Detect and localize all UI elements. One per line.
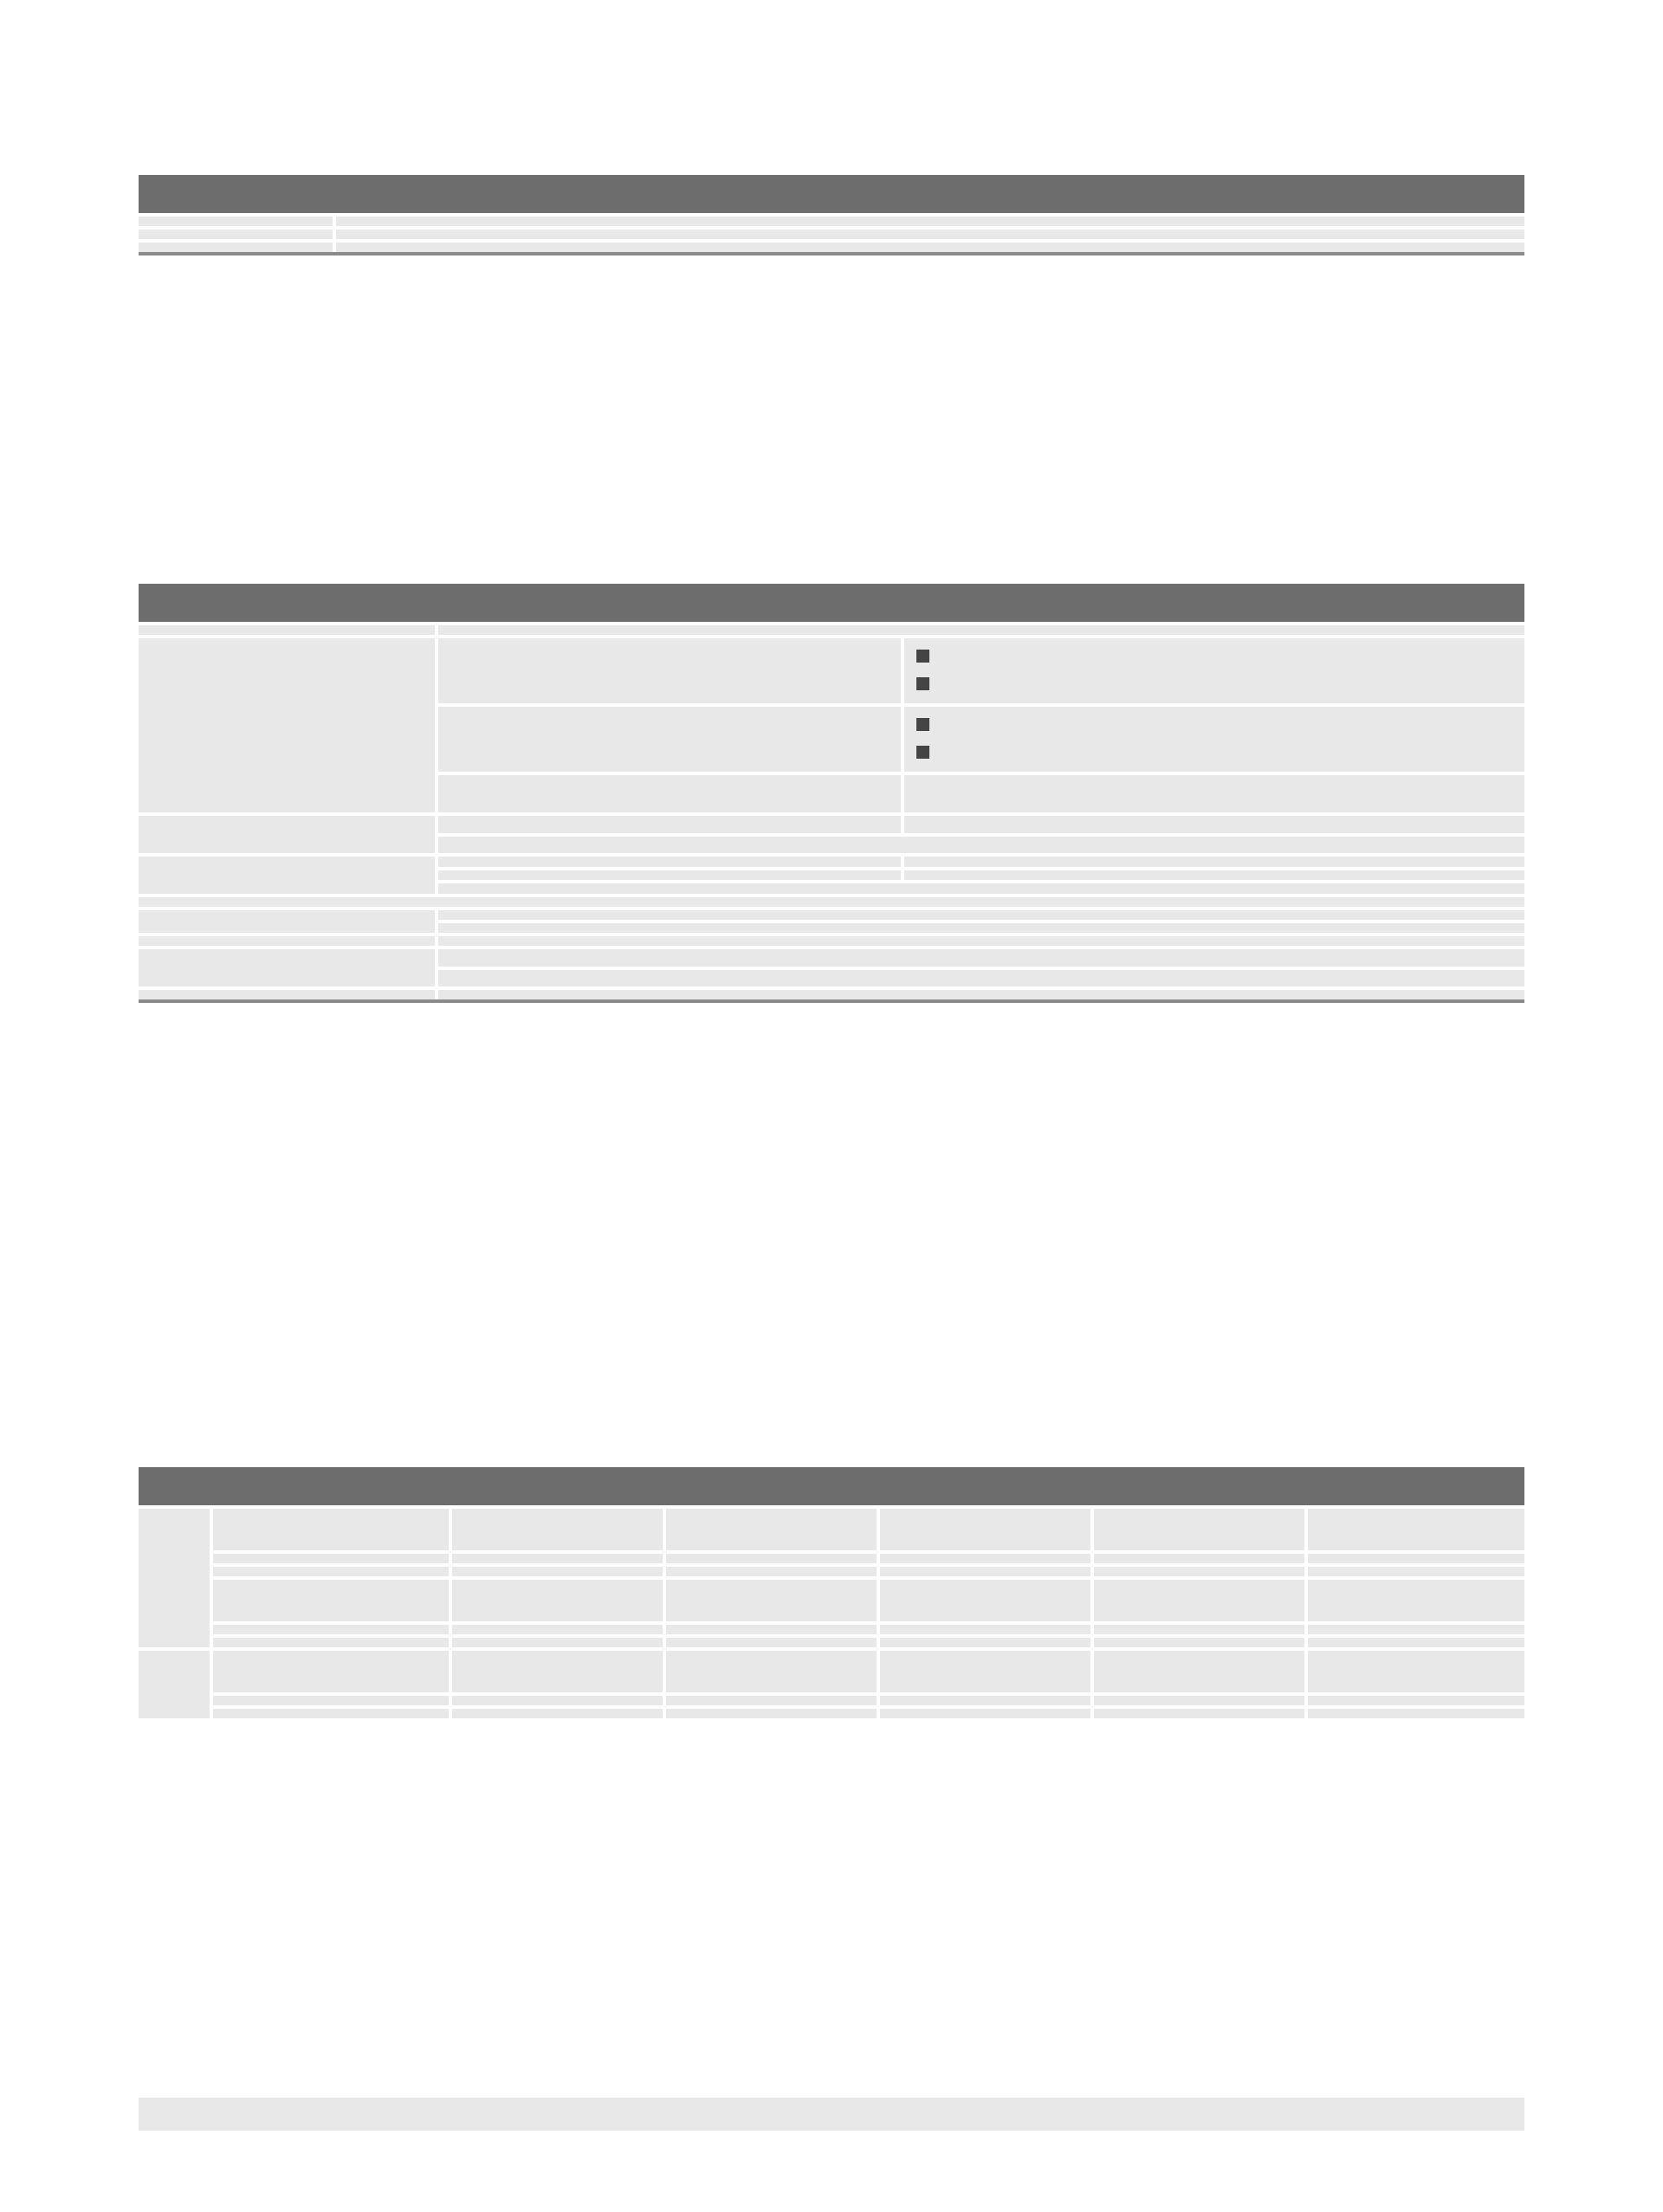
max-error-row [139,638,1524,703]
lts-value-2 [438,970,1524,987]
accuracy-label [139,625,438,635]
adj-cv-note [438,837,1524,854]
burst-cell [1308,1709,1524,1718]
measuring-range-cell [1308,1580,1524,1621]
measuring-range-cell [1308,1651,1524,1692]
row-label-overload [213,1625,452,1634]
lts-label [139,949,438,986]
adj-cv-zero [438,816,904,833]
gauge-row-overload [139,1554,1524,1563]
row-label-range [213,1651,452,1692]
typical-label [139,910,438,933]
overload-cell [1308,1625,1524,1634]
measuring-range-cell [452,1651,666,1692]
measuring-range-cell [452,1580,666,1621]
adj-usb-zero-value [904,857,1524,867]
range-10000 [438,707,904,772]
range-12000 [438,775,904,812]
version-description [336,230,1524,239]
ref-label [139,990,438,999]
accuracy-value [438,625,1524,635]
gauge-row-range [139,1509,1524,1550]
overload-cell [880,1554,1094,1563]
versions-section [139,175,1524,255]
burst-cell [666,1567,880,1576]
burst-cell [1094,1638,1308,1647]
range-12000-value [904,775,1524,812]
burst-cell [1094,1709,1308,1718]
measuring-range-cell [880,1509,1094,1550]
gauge-row-range [139,1580,1524,1621]
unit-label [139,1509,213,1647]
gauge-row-burst [139,1567,1524,1576]
maximum-value [438,936,1524,946]
burst-cell [880,1709,1094,1718]
adj-usb-span [438,870,904,881]
lts-value-1 [438,949,1524,967]
version-model [139,230,336,239]
typical-row [139,910,1524,920]
typical-value-1 [438,910,1524,920]
overload-cell [1094,1554,1308,1563]
page-footer [139,2098,1524,2131]
row-label-range [213,1509,452,1550]
burst-cell [880,1567,1094,1576]
overload-cell [1308,1554,1524,1563]
burst-cell [666,1638,880,1647]
max-error-label [139,638,438,812]
accuracy-section [139,584,1524,1003]
adj-usb-note [438,883,1524,894]
row-label-overload [213,1554,452,1563]
gauge-row-burst [139,1709,1524,1718]
measuring-range-cell [666,1651,880,1692]
accuracy-header [139,584,1524,622]
overload-cell [666,1625,880,1634]
adj-usb-span-value [904,870,1524,881]
row-label-range [213,1580,452,1621]
accuracy-row [139,625,1524,635]
maximum-label [139,936,438,946]
measuring-range-cell [880,1651,1094,1692]
row-label-burst [213,1709,452,1718]
temp-row [139,897,1524,907]
overload-cell [880,1696,1094,1705]
range-10000-values [904,707,1524,772]
measuring-range-cell [666,1509,880,1550]
versions-table [139,213,1524,255]
maximum-row [139,936,1524,946]
row-label-overload [213,1696,452,1705]
measuring-range-cell [666,1580,880,1621]
burst-cell [666,1709,880,1718]
overload-cell [1308,1696,1524,1705]
temp-label [139,897,1524,907]
adj-usb-label [139,857,438,894]
version-model [139,217,336,226]
adj-usb-row [139,857,1524,867]
measuring-range-cell [880,1580,1094,1621]
burst-cell [1308,1638,1524,1647]
versions-header [139,175,1524,213]
overload-cell [452,1696,666,1705]
overload-cell [1094,1696,1308,1705]
gauge-table [139,1505,1524,1722]
version-row [139,230,1524,239]
adj-cv-label [139,816,438,853]
overload-cell [666,1696,880,1705]
burst-cell [1308,1567,1524,1576]
version-model [139,243,336,252]
measuring-range-cell [1094,1509,1308,1550]
measuring-range-cell [452,1509,666,1550]
range-lt-10000-values [904,638,1524,703]
accuracy-table [139,622,1524,1003]
burst-cell [1094,1567,1308,1576]
ref-value [438,990,1524,999]
unit-label [139,1651,213,1718]
overload-cell [880,1625,1094,1634]
gauge-row-burst [139,1638,1524,1647]
burst-cell [452,1638,666,1647]
range-lt-10000 [438,638,904,703]
adj-usb-zero [438,857,904,867]
bullet-square-icon [916,677,929,690]
ref-row [139,990,1524,999]
adj-cv-row [139,816,1524,833]
burst-cell [880,1638,1094,1647]
row-label-burst [213,1567,452,1576]
gauge-header [139,1467,1524,1505]
burst-cell [452,1709,666,1718]
typical-value-2 [438,923,1524,933]
measuring-range-cell [1094,1580,1308,1621]
adj-cv-zero-value [904,816,1524,833]
overload-cell [666,1554,880,1563]
measuring-range-cell [1308,1509,1524,1550]
version-description [336,243,1524,252]
bullet-square-icon [916,718,929,731]
measuring-range-cell [1094,1651,1308,1692]
gauge-row-overload [139,1625,1524,1634]
overload-cell [452,1554,666,1563]
version-row [139,217,1524,226]
burst-cell [452,1567,666,1576]
overload-cell [1094,1625,1308,1634]
bullet-square-icon [916,746,929,759]
version-row [139,243,1524,252]
overload-cell [452,1625,666,1634]
bullet-square-icon [916,650,929,663]
row-label-burst [213,1638,452,1647]
lts-row [139,949,1524,967]
gauge-section [139,1467,1524,1722]
version-description [336,217,1524,226]
gauge-row-range [139,1651,1524,1692]
gauge-row-overload [139,1696,1524,1705]
